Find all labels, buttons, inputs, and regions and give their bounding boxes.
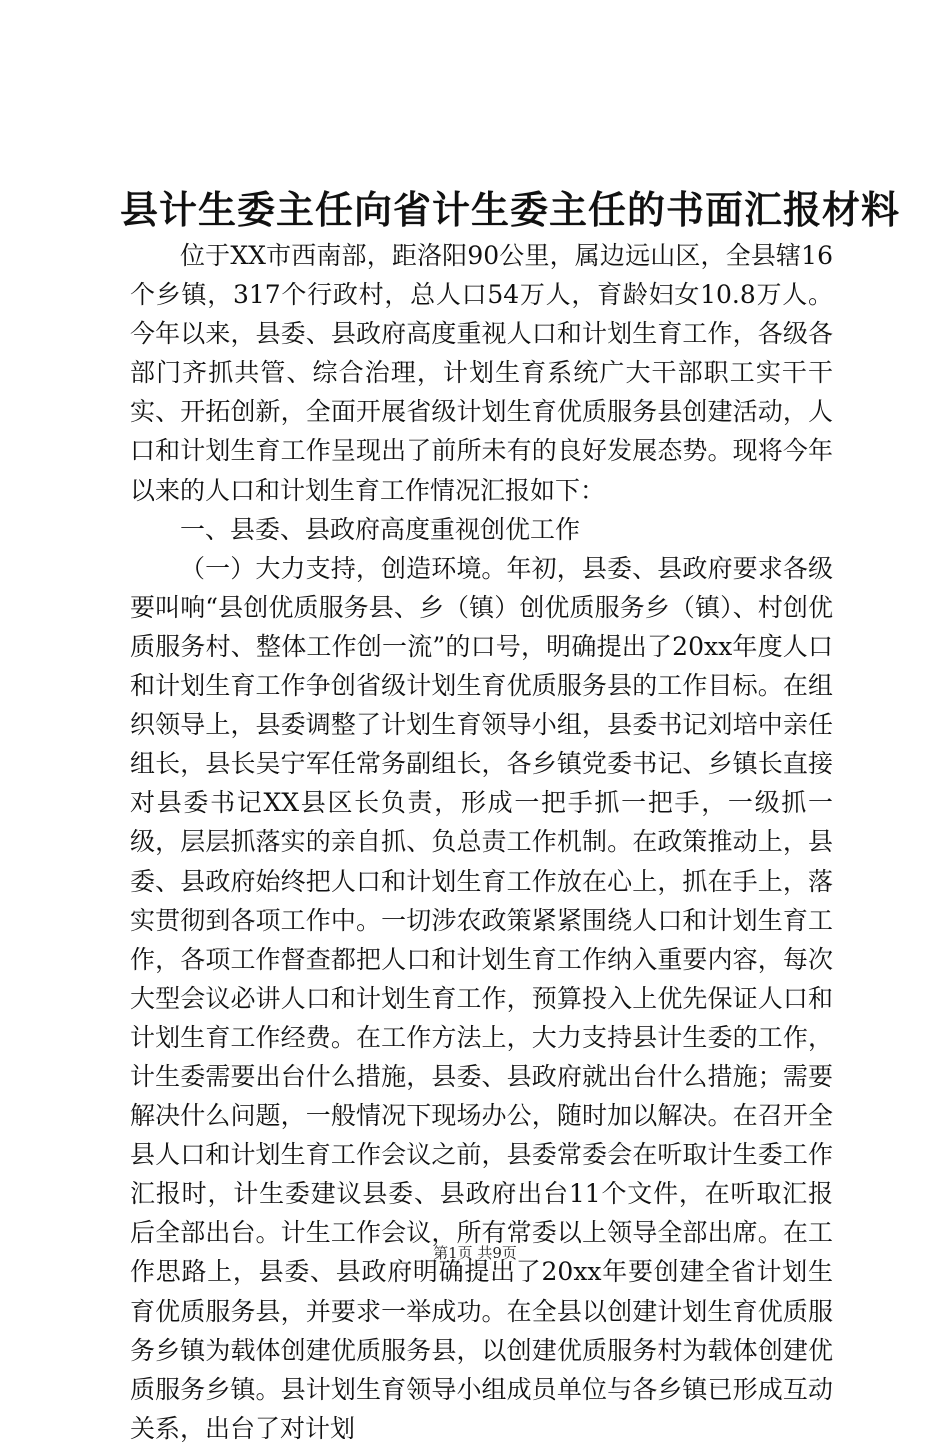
page-footer: 第1页 共9页	[433, 1244, 517, 1262]
paragraph-section-1-1: （一）大力支持，创造环境。年初，县委、县政府要求各级要叫响“县创优质服务县、乡（镇）创优质服务乡（镇）、村创优质服务村、整体工作创一流”的口号，明确提出了20xx年度人口和计划生育工作争创省级计划生育优质服务县的工作目标。在组织领导上，县委调整了计划生育领导小组，县委书记刘培中亲任组长，县长吴宁军任常务副组长，各乡镇党委书记、乡镇长直接对县委书记XX县区长负责，形成一把手抓一把手，一级抓一级，层层抓落实的亲自抓、负总责工作机制。在政策推动上，县委、县政府始终把人口和计划生育工作放在心上，抓在手上，落实贯彻到各项工作中。一切涉农政策紧紧围绕人口和计划生育工作，各项工作督查都把人口和计划生育工作纳入重要内容，每次大型会议必讲人口和计划生育工作，预算投入上优先保证人口和计划生育工作经费。在工作方法上，大力支持县计生委的工作，计生委需要出台什么措施，县委、县政府就出台什么措施；需要解决什么问题，一般情况下现场办公，随时加以解决。在召开全县人口和计划生育工作会议之前，县委常委会在听取计生委工作汇报时，计生委建议县委、县政府出台11个文件，在听取汇报后全部出台。计生工作会议，所有常委以上领导全部出席。在工作思路上，县委、县政府明确提出了20xx年要创建全省计划生育优质服务县，并要求一举成功。在全县以创建计划生育优质服务乡镇为载体创建优质服务县，以创建优质服务村为载体创建优质服务乡镇。县计划生育领导小组成员单位与各乡镇已形成互动关系，出台了对计划	[130, 553, 833, 1443]
paragraph-intro: 位于XX市西南部，距洛阳90公里，属边远山区，全县辖16个乡镇，317个行政村，总人口54万人，育龄妇女10.8万人。今年以来，县委、县政府高度重视人口和计划生育工作，各级各部门齐抓共管、综合治理，计划生育系统广大干部职工实干干实、开拓创新，全面开展省级计划生育优质服务县创建活动，人口和计划生育工作呈现出了前所未有的良好发展态势。现将今年以来的人口和计划生育工作情况汇报如下：	[130, 241, 833, 505]
section-heading: 一、县委、县政府高度重视创优工作	[180, 514, 581, 544]
document-body	[130, 236, 833, 1448]
document-title: 县计生委主任向省计生委主任的书面汇报材料	[120, 187, 901, 232]
